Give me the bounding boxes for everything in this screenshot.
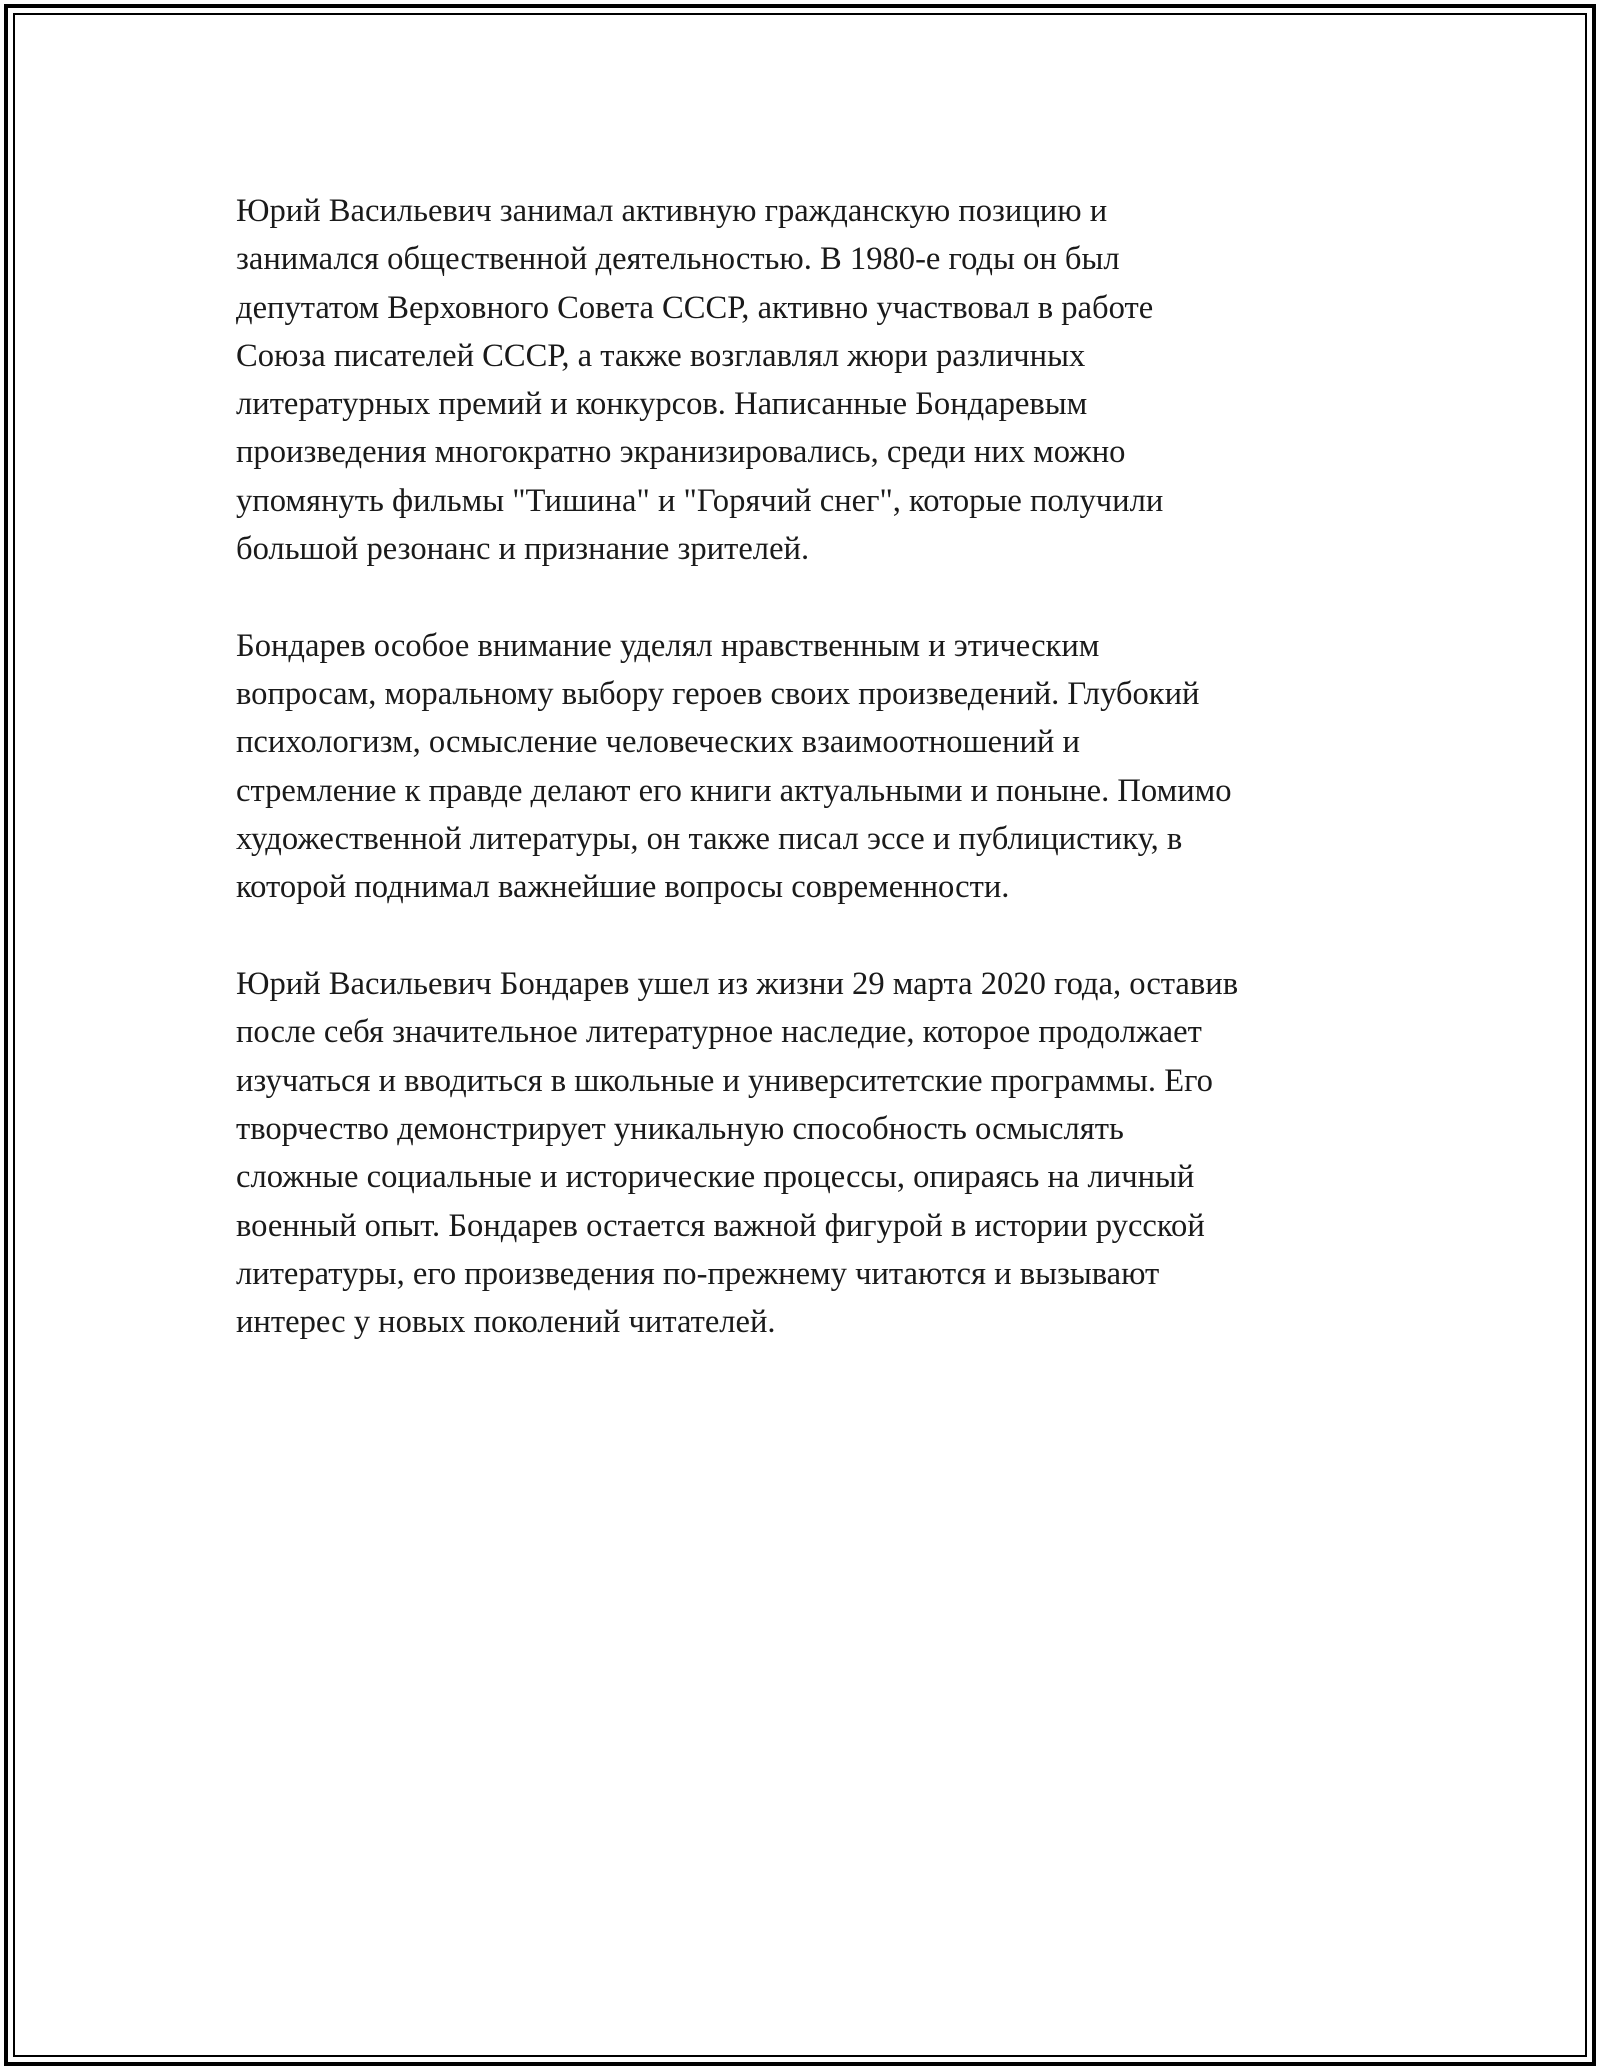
paragraph-3: Юрий Васильевич Бондарев ушел из жизни 29 марта 2020 года, оставив после себя значительное литературное наследие, которое продолжает изучаться и вводиться в школьные и университетские программы. Его творчество демонстрирует уникальную способность осмыслять сложные социальные и исторические процессы, опираясь на личный военный опыт. Бондарев остается важной фигурой в истории русской литературы, его произведения по-прежнему читаются и вызывают интерес у новых поколений читателей.: [236, 966, 1239, 1341]
document-body: [236, 187, 1386, 1395]
paragraph-2: Бондарев особое внимание уделял нравственным и этическим вопросам, моральному выбору героев своих произведений. Глубокий психологизм, осмысление человеческих взаимоотношений и стремление к правде делают его книги актуальными и поныне. Помимо художественной литературы, он также писал эссе и публицистику, в которой поднимал важнейшие вопросы современности.: [236, 627, 1232, 906]
paragraph-1: Юрий Васильевич занимал активную гражданскую позицию и занимался общественной деятельностью. В 1980-е годы он был депутатом Верховного Совета СССР, активно участвовал в работе Союза писателей СССР, а также возглавлял жюри различных литературных премий и конкурсов. Написанные Бондаревым произведения многократно экранизировались, среди них можно упомянуть фильмы "Тишина" и "Горячий снег", которые получили большой резонанс и признание зрителей.: [236, 193, 1164, 568]
